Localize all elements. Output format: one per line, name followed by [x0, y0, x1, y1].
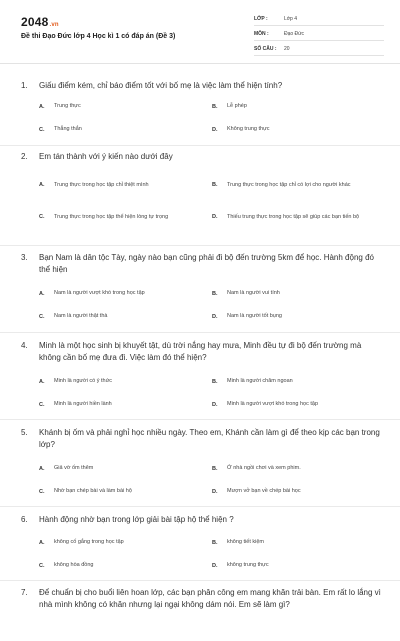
option-letter: B. [212, 378, 218, 385]
question-text: Hành động nhờ bạn trong lớp giải bài tập hộ thể hiện ? [39, 515, 234, 524]
option-text: Minh là người hiền lành [54, 401, 112, 407]
meta-count-row [254, 43, 384, 56]
option-a[interactable] [39, 176, 204, 194]
page-title: Đề thi Đạo Đức lớp 4 Học kì 1 có đáp án (Đề 3) [21, 33, 176, 40]
option-letter: B. [212, 182, 218, 188]
question-number: 6. [21, 515, 28, 524]
option-a[interactable] [39, 377, 204, 386]
option-c[interactable] [39, 125, 204, 134]
question-text: Em tán thành với ý kiến nào dưới đây [39, 152, 173, 161]
logo-main: 2048 [21, 15, 49, 29]
meta-label: SỐ CÂU : [254, 46, 277, 52]
question-number: 4. [21, 341, 28, 350]
option-d[interactable] [212, 487, 387, 496]
question-4 [0, 333, 400, 420]
option-text: Không trung thực [227, 126, 270, 132]
option-letter: D. [212, 126, 218, 133]
question-text: Minh là một học sinh bị khuyết tật, dù trời nắng hay mưa, Minh đều tự đi bộ đến trường mà không cần bố mẹ đưa đi. Việc làm đó thể hiện? [39, 341, 362, 362]
option-d[interactable] [212, 208, 387, 226]
page-header [0, 0, 400, 64]
option-b[interactable] [212, 538, 387, 547]
option-text: Mượn vở bạn về chép bài học [227, 488, 301, 494]
option-text: Trung thực trong học tập thể hiện lòng tự trọng [54, 213, 169, 220]
option-letter: C. [39, 313, 45, 320]
question-2 [0, 146, 400, 246]
option-text: không cố gắng trong học tập [54, 539, 124, 545]
option-d[interactable] [212, 400, 387, 409]
option-letter: D. [212, 214, 218, 220]
option-c[interactable] [39, 561, 204, 570]
option-letter: A. [39, 290, 45, 297]
question-list [0, 64, 400, 641]
option-letter: C. [39, 401, 45, 408]
question-number: 7. [21, 588, 28, 597]
option-d[interactable] [212, 125, 387, 134]
option-text: Lễ phép [227, 103, 247, 109]
option-d[interactable] [212, 561, 387, 570]
question-head [21, 252, 384, 276]
question-head [21, 151, 384, 163]
meta-label: MÔN : [254, 31, 269, 37]
option-a[interactable] [39, 464, 204, 473]
option-text: Minh là người vượt khó trong học tập [227, 401, 319, 407]
option-text: Giả vờ ốm thêm [54, 465, 94, 471]
option-letter: B. [212, 103, 218, 110]
option-letter: D. [212, 313, 218, 320]
option-b[interactable] [212, 102, 387, 111]
logo-suffix: .vn [49, 22, 59, 28]
option-d[interactable] [212, 312, 387, 321]
option-letter: B. [212, 539, 218, 546]
question-number: 2. [21, 152, 28, 161]
option-letter: A. [39, 539, 45, 546]
question-number: 5. [21, 428, 28, 437]
option-text: Nhờ bạn chép bài và làm bài hộ [54, 488, 132, 494]
option-b[interactable] [212, 377, 387, 386]
option-text: Minh là người chăm ngoan [227, 378, 293, 384]
option-letter: C. [39, 126, 45, 133]
option-text: Trung thực [54, 103, 81, 109]
option-letter: B. [212, 290, 218, 297]
question-number: 3. [21, 253, 28, 262]
option-letter: B. [212, 465, 218, 472]
option-text: Trung thực trong học tập chỉ có lợi cho người khác [227, 181, 351, 188]
site-logo[interactable] [21, 15, 59, 29]
option-text: không hòa đồng [54, 562, 94, 568]
option-a[interactable] [39, 538, 204, 547]
question-text: Bạn Nam là dân tộc Tày, ngày nào bạn cũng phải đi bộ đến trường 5km để học. Hành động đó thể hiện [39, 253, 374, 274]
option-b[interactable] [212, 464, 387, 473]
option-text: không trung thực [227, 562, 269, 568]
option-b[interactable] [212, 176, 387, 194]
meta-class-row [254, 13, 384, 26]
question-head [21, 80, 384, 92]
option-c[interactable] [39, 312, 204, 321]
question-text: Để chuẩn bị cho buổi liên hoan lớp, các bạn phân công em mang khăn trải bàn. Em rất lo lắng vì nhà mình không có khăn nhưng lại ngại không dám nói. Em sẽ làm gì? [39, 588, 381, 609]
option-letter: C. [39, 214, 45, 220]
option-letter: A. [39, 103, 45, 110]
option-text: Thẳng thắn [54, 126, 82, 132]
question-head [21, 587, 384, 611]
option-letter: A. [39, 465, 45, 472]
question-head [21, 427, 384, 451]
option-letter: D. [212, 488, 218, 495]
meta-subject-row [254, 28, 384, 41]
question-text: Khánh bị ốm và phải nghỉ học nhiều ngày. Theo em, Khánh cần làm gì để theo kịp các bạn trong lớp? [39, 428, 380, 449]
question-7 [0, 581, 400, 641]
option-a[interactable] [39, 102, 204, 111]
question-head [21, 340, 384, 364]
option-letter: A. [39, 378, 45, 385]
question-3 [0, 246, 400, 333]
option-text: Nam là người vui tính [227, 290, 280, 296]
option-letter: D. [212, 562, 218, 569]
option-text: Nam là người thật thà [54, 313, 108, 319]
option-b[interactable] [212, 289, 387, 298]
exam-meta [254, 13, 384, 58]
meta-value: Lớp 4 [284, 16, 298, 22]
option-letter: A. [39, 182, 45, 188]
option-c[interactable] [39, 400, 204, 409]
option-text: Trung thực trong học tập chỉ thiệt mình [54, 181, 149, 188]
option-a[interactable] [39, 289, 204, 298]
question-1 [0, 64, 400, 146]
option-text: Nam là người vượt khó trong học tập [54, 290, 145, 296]
meta-value: Đạo Đức [284, 31, 305, 37]
option-c[interactable] [39, 208, 204, 226]
question-5 [0, 420, 400, 507]
question-head [21, 514, 384, 526]
option-letter: D. [212, 401, 218, 408]
option-text: Thiếu trung thực trong học tập sẽ giúp các bạn tiến bộ [227, 213, 360, 220]
question-6 [0, 507, 400, 581]
meta-label: LỚP : [254, 16, 268, 22]
option-text: Minh là người có ý thức [54, 378, 113, 384]
option-text: không tiết kiệm [227, 539, 264, 545]
question-text: Giấu điểm kém, chỉ báo điểm tốt với bố mẹ là việc làm thể hiện tính? [39, 81, 283, 90]
option-letter: C. [39, 562, 45, 569]
option-c[interactable] [39, 487, 204, 496]
option-letter: C. [39, 488, 45, 495]
option-text: Nam là người tốt bụng [227, 313, 282, 319]
meta-value: 20 [284, 46, 290, 52]
option-text: Ở nhà ngồi chơi và xem phim. [227, 465, 301, 471]
question-number: 1. [21, 81, 28, 90]
